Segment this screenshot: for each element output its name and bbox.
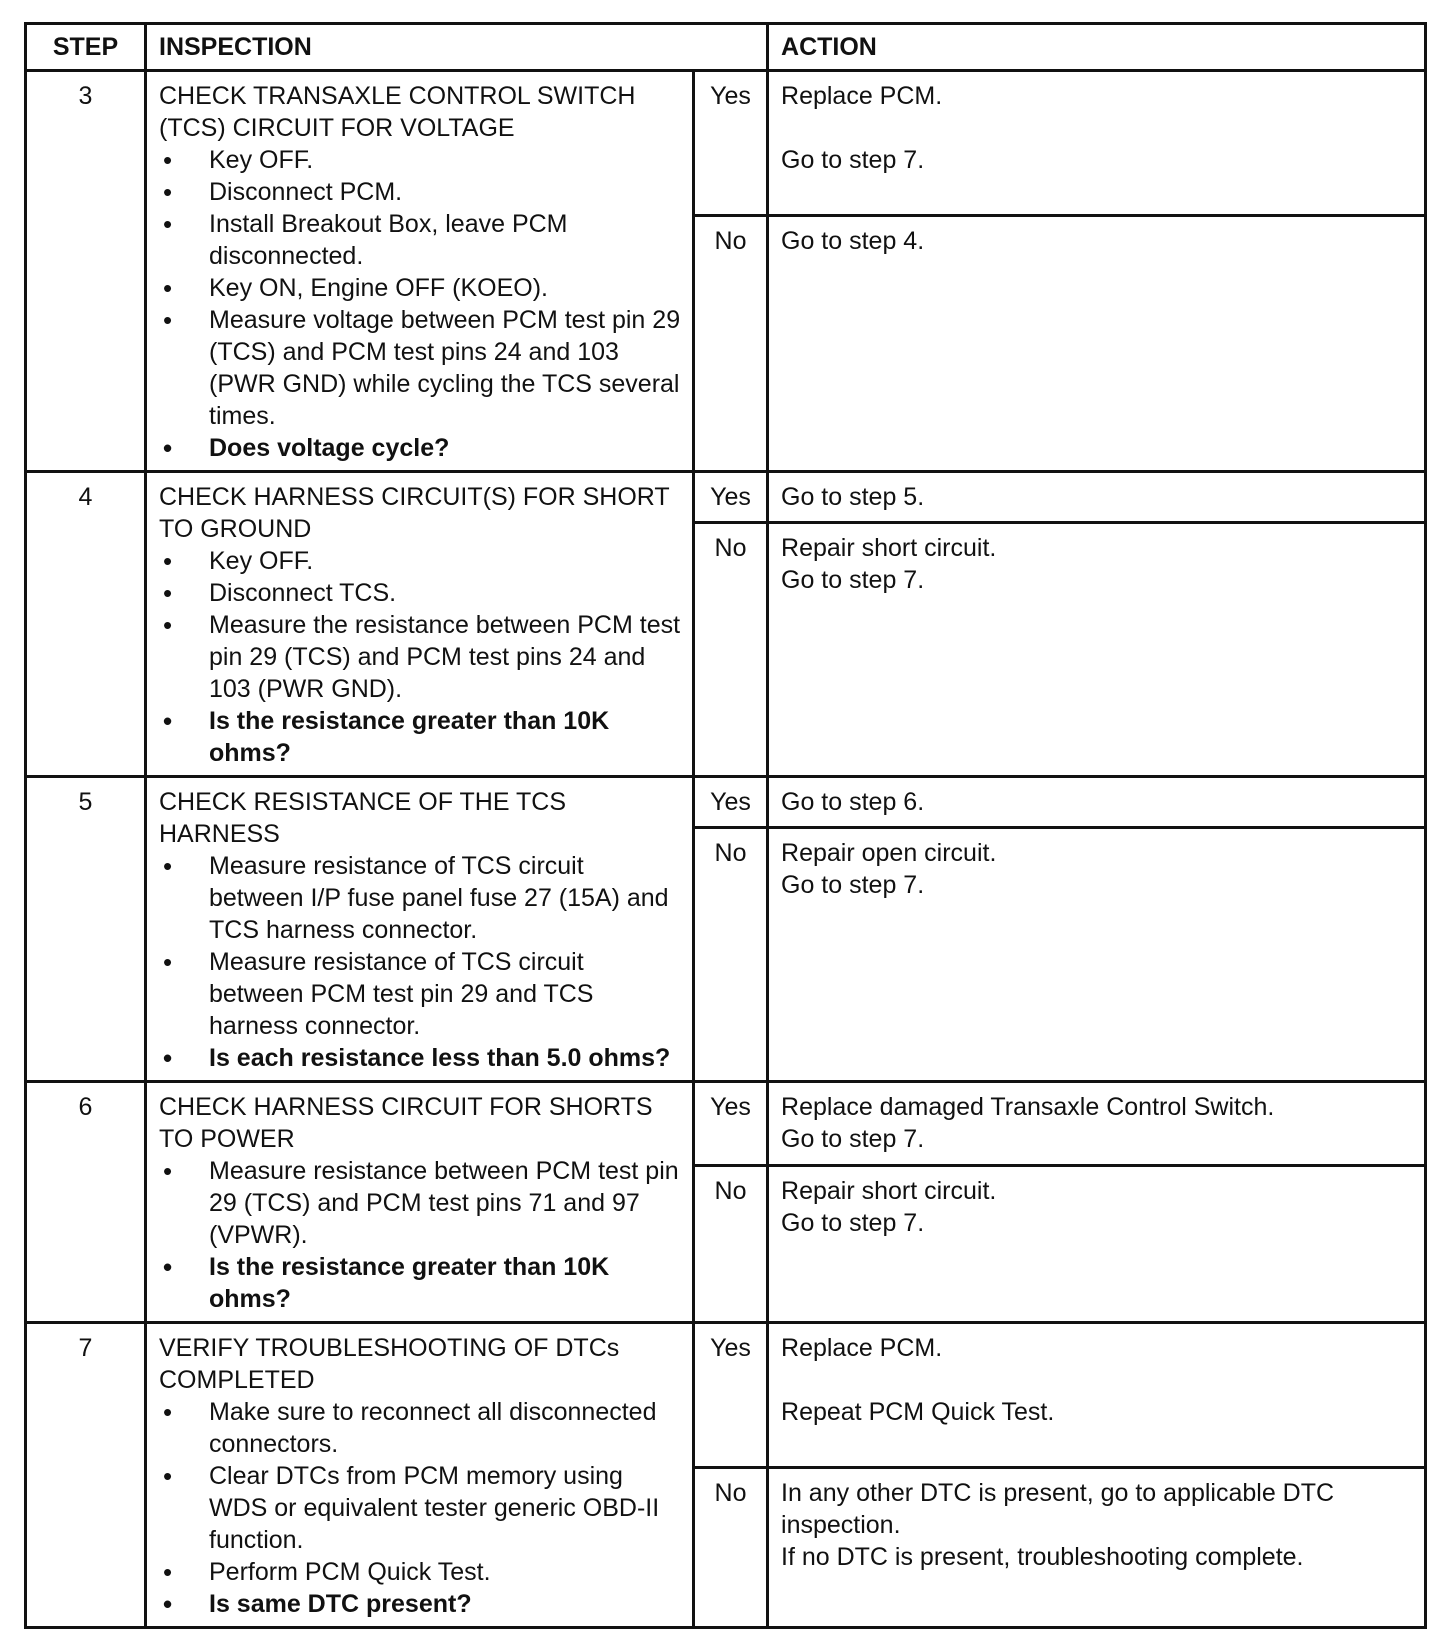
inspection-step: • Measure resistance of TCS circuit between PCM test pin 29 and TCS harness connector. xyxy=(159,946,682,1042)
inspection-steps xyxy=(159,144,682,464)
step-number: 3 xyxy=(26,71,146,472)
action-line: Repair short circuit. xyxy=(781,1176,997,1205)
inspection-title: CHECK RESISTANCE OF THE TCS xyxy=(159,788,567,816)
yes-action xyxy=(768,472,1426,523)
inspection-title: CHECK HARNESS CIRCUIT(S) FOR SHORT xyxy=(159,483,670,511)
inspection-question: • Is same DTC present? xyxy=(159,1588,682,1620)
inspection-step: • Key ON, Engine OFF (KOEO). xyxy=(159,272,682,304)
inspection-step: • Perform PCM Quick Test. xyxy=(159,1556,682,1588)
action-header: ACTION xyxy=(768,24,1426,71)
diagnostic-table xyxy=(24,22,1427,1629)
inspection-question: • Is the resistance greater than 10K ohms? xyxy=(159,705,682,769)
step-number: 4 xyxy=(26,472,146,777)
action-line: Repair short circuit. xyxy=(781,534,997,562)
action-line: Go to step 6. xyxy=(781,788,925,816)
inspection-title: TO POWER xyxy=(159,1125,295,1153)
step-number: 6 xyxy=(26,1082,146,1323)
yes-label: Yes xyxy=(694,1082,768,1166)
yes-action xyxy=(768,1323,1426,1468)
inspection-header: INSPECTION xyxy=(146,24,768,71)
step-number: 5 xyxy=(26,777,146,1082)
no-action xyxy=(768,827,1426,1081)
step-row-yes xyxy=(26,777,1426,828)
yes-action xyxy=(768,1082,1426,1166)
no-action xyxy=(768,1165,1426,1322)
inspection-question: • Is each resistance less than 5.0 ohms? xyxy=(159,1042,682,1074)
yes-action xyxy=(768,71,1426,216)
inspection-steps xyxy=(159,545,682,769)
header-row xyxy=(26,24,1426,71)
step-number: 7 xyxy=(26,1323,146,1628)
no-label: No xyxy=(694,827,768,1081)
inspection-step: • Install Breakout Box, leave PCM disconnected. xyxy=(159,208,682,272)
inspection-title: HARNESS xyxy=(159,820,280,848)
action-line: Go to step 7. xyxy=(781,870,925,899)
action-line: In any other DTC is present, go to applicable DTC inspection. xyxy=(781,1479,1335,1540)
action-line: Go to step 7. xyxy=(781,146,925,174)
inspection-step: • Measure resistance between PCM test pin 29 (TCS) and PCM test pins 71 and 97 (VPWR). xyxy=(159,1155,682,1251)
inspection-title: TO GROUND xyxy=(159,515,312,543)
step-row-yes xyxy=(26,71,1426,216)
yes-label: Yes xyxy=(694,777,768,828)
inspection-step: • Key OFF. xyxy=(159,545,682,577)
yes-label: Yes xyxy=(694,71,768,216)
action-line: If no DTC is present, troubleshooting complete. xyxy=(781,1543,1304,1572)
action-line: Go to step 7. xyxy=(781,1208,925,1237)
inspection-steps xyxy=(159,850,682,1074)
action-spacer xyxy=(781,112,1414,144)
step-header: STEP xyxy=(26,24,146,71)
action-line: Repair open circuit. xyxy=(781,838,997,867)
inspection-step: • Measure resistance of TCS circuit between I/P fuse panel fuse 27 (15A) and TCS harness connector. xyxy=(159,850,682,946)
inspection-cell xyxy=(146,472,694,777)
action-line: Go to step 7. xyxy=(781,1125,925,1153)
inspection-step: • Measure the resistance between PCM test pin 29 (TCS) and PCM test pins 24 and 103 (PWR GND). xyxy=(159,609,682,705)
inspection-title: CHECK HARNESS CIRCUIT FOR SHORTS xyxy=(159,1093,653,1121)
inspection-cell xyxy=(146,1323,694,1628)
action-line: Replace damaged Transaxle Control Switch. xyxy=(781,1093,1275,1121)
inspection-step: • Disconnect PCM. xyxy=(159,176,682,208)
yes-label: Yes xyxy=(694,472,768,523)
action-spacer xyxy=(781,1364,1414,1396)
inspection-step: • Disconnect TCS. xyxy=(159,577,682,609)
yes-label: Yes xyxy=(694,1323,768,1468)
inspection-steps xyxy=(159,1155,682,1315)
inspection-title: CHECK TRANSAXLE CONTROL SWITCH xyxy=(159,82,636,110)
inspection-step: • Key OFF. xyxy=(159,144,682,176)
inspection-cell xyxy=(146,1082,694,1323)
inspection-step: • Measure voltage between PCM test pin 29 (TCS) and PCM test pins 24 and 103 (PWR GND) while cycling the TCS several times. xyxy=(159,304,682,432)
step-row-yes xyxy=(26,1082,1426,1166)
action-line: Go to step 7. xyxy=(781,566,925,594)
step-row-yes xyxy=(26,1323,1426,1468)
action-line: Replace PCM. xyxy=(781,82,943,110)
step-row-yes xyxy=(26,472,1426,523)
no-action xyxy=(768,1468,1426,1628)
inspection-title: VERIFY TROUBLESHOOTING OF DTCs xyxy=(159,1334,620,1362)
inspection-step: • Make sure to reconnect all disconnected connectors. xyxy=(159,1396,682,1460)
inspection-step: • Clear DTCs from PCM memory using WDS or equivalent tester generic OBD-II function. xyxy=(159,1460,682,1556)
inspection-cell xyxy=(146,71,694,472)
no-action xyxy=(768,523,1426,777)
action-line: Repeat PCM Quick Test. xyxy=(781,1398,1055,1426)
inspection-question: • Is the resistance greater than 10K ohms? xyxy=(159,1251,682,1315)
no-label: No xyxy=(694,1468,768,1628)
inspection-title: COMPLETED xyxy=(159,1366,315,1394)
inspection-cell xyxy=(146,777,694,1082)
no-label: No xyxy=(694,1165,768,1322)
no-action xyxy=(768,215,1426,471)
inspection-steps xyxy=(159,1396,682,1620)
inspection-title: (TCS) CIRCUIT FOR VOLTAGE xyxy=(159,114,515,142)
no-label: No xyxy=(694,215,768,471)
inspection-question: • Does voltage cycle? xyxy=(159,432,682,464)
no-label: No xyxy=(694,523,768,777)
action-line: Replace PCM. xyxy=(781,1334,943,1362)
action-line: Go to step 5. xyxy=(781,483,925,511)
table-body xyxy=(26,71,1426,1628)
yes-action xyxy=(768,777,1426,828)
action-line: Go to step 4. xyxy=(781,226,925,255)
